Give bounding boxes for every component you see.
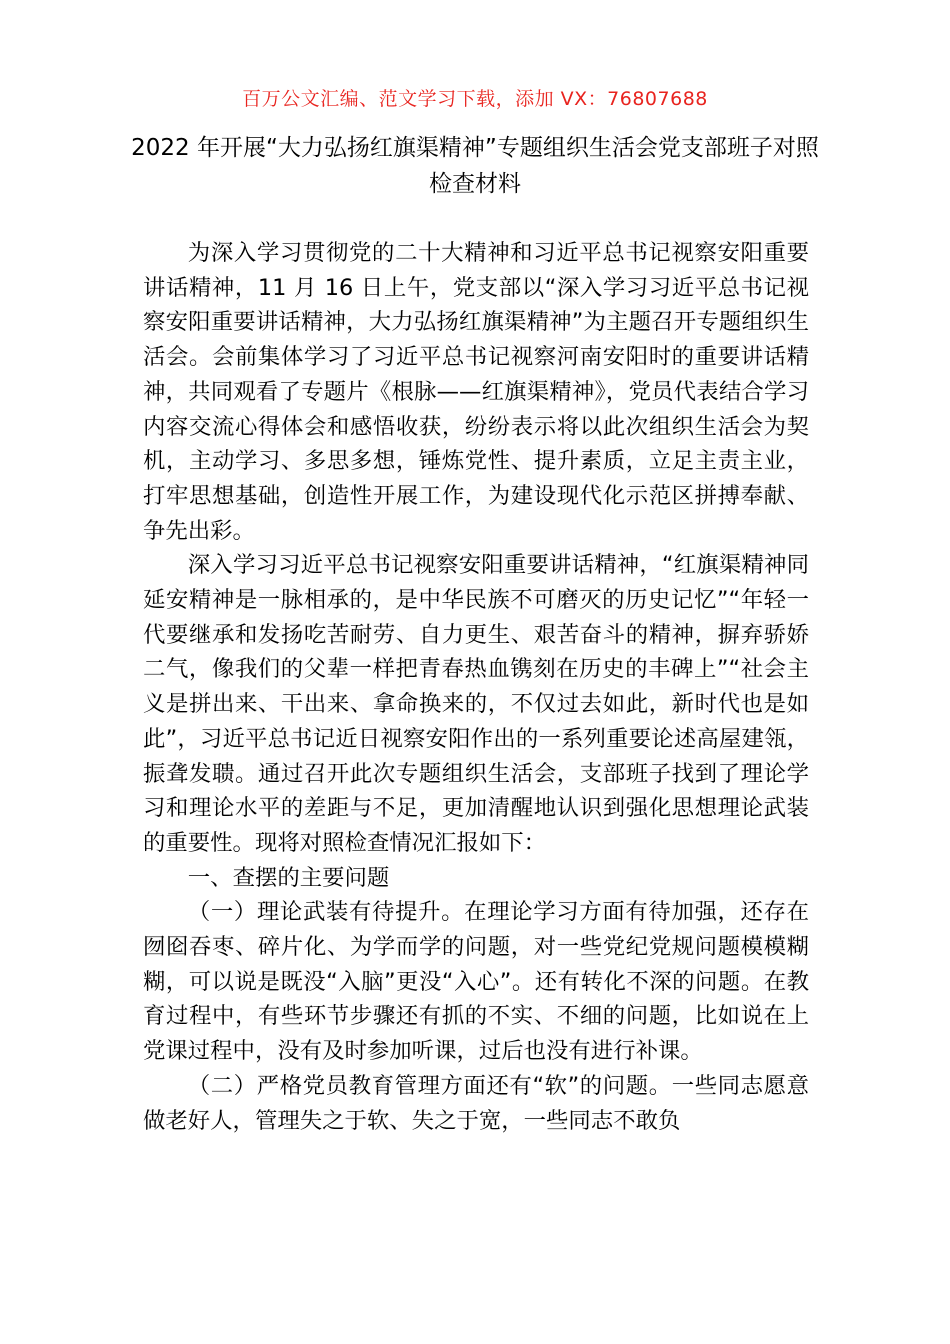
section-heading-problems: 一、查摆的主要问题 (187, 864, 390, 891)
paragraph-study: 深入学习习近平总书记视察安阳重要讲话精神，“红旗渠精神同延安精神是一脉相承的，是中华民族不可磨灭的历史记忆”“年轻一代要继承和发扬吃苦耐劳、自力更生、艰苦奋斗的精神，摒弃骄娇二气，像我们的父辈一样把青春热血镌刻在历史的丰碑上”“社会主义是拼出来、干出来、拿命换来的，不仅过去如此，新时代也是如此”，习近平总书记近日视察安阳作出的一系列重要论述高屋建瓴，振聋发聩。通过召开此次专题组织生活会，支部班子找到了理论学习和理论水平的差距与不足，更加清醒地认识到强化思想理论武装的重要性。现将对照检查情况汇报如下： (143, 552, 809, 856)
paragraph-theory: （一）理论武装有待提升。在理论学习方面有待加强，还存在囫囵吞枣、碎片化、为学而学的问题，对一些党纪党规问题模模糊糊，可以说是既没“入脑”更没“入心”。还有转化不深的问题。在教育过程中，有些环节步骤还有抓的不实、不细的问题，比如说在上党课过程中，没有及时参加听课，过后也没有进行补课。 (143, 899, 809, 1065)
document-body (143, 236, 809, 1138)
paragraph-intro: 为深入学习贯彻党的二十大精神和习近平总书记视察安阳重要讲话精神，11 月 16 日上午，党支部以“深入学习习近平总书记视察安阳重要讲话精神，大力弘扬红旗渠精神”为主题召开专题组织生活会。会前集体学习了习近平总书记视察河南安阳时的重要讲话精神，共同观看了专题片《根脉——红旗渠精神》，党员代表结合学习内容交流心得体会和感悟收获，纷纷表示将以此次组织生活会为契机，主动学习、多思多想，锤炼党性、提升素质，立足主责主业，打牢思想基础，创造性开展工作，为建设现代化示范区拼搏奉献、争先出彩。 (143, 240, 809, 544)
paragraph-management: （二）严格党员教育管理方面还有“软”的问题。一些同志愿意做老好人，管理失之于软、失之于宽，一些同志不敢负 (143, 1072, 809, 1134)
header-note: 百万公文汇编、范文学习下载，添加 VX：76807688 (242, 88, 708, 110)
document-title: 2022 年开展“大力弘扬红旗渠精神”专题组织生活会党支部班子对照检查材料 (131, 135, 819, 197)
